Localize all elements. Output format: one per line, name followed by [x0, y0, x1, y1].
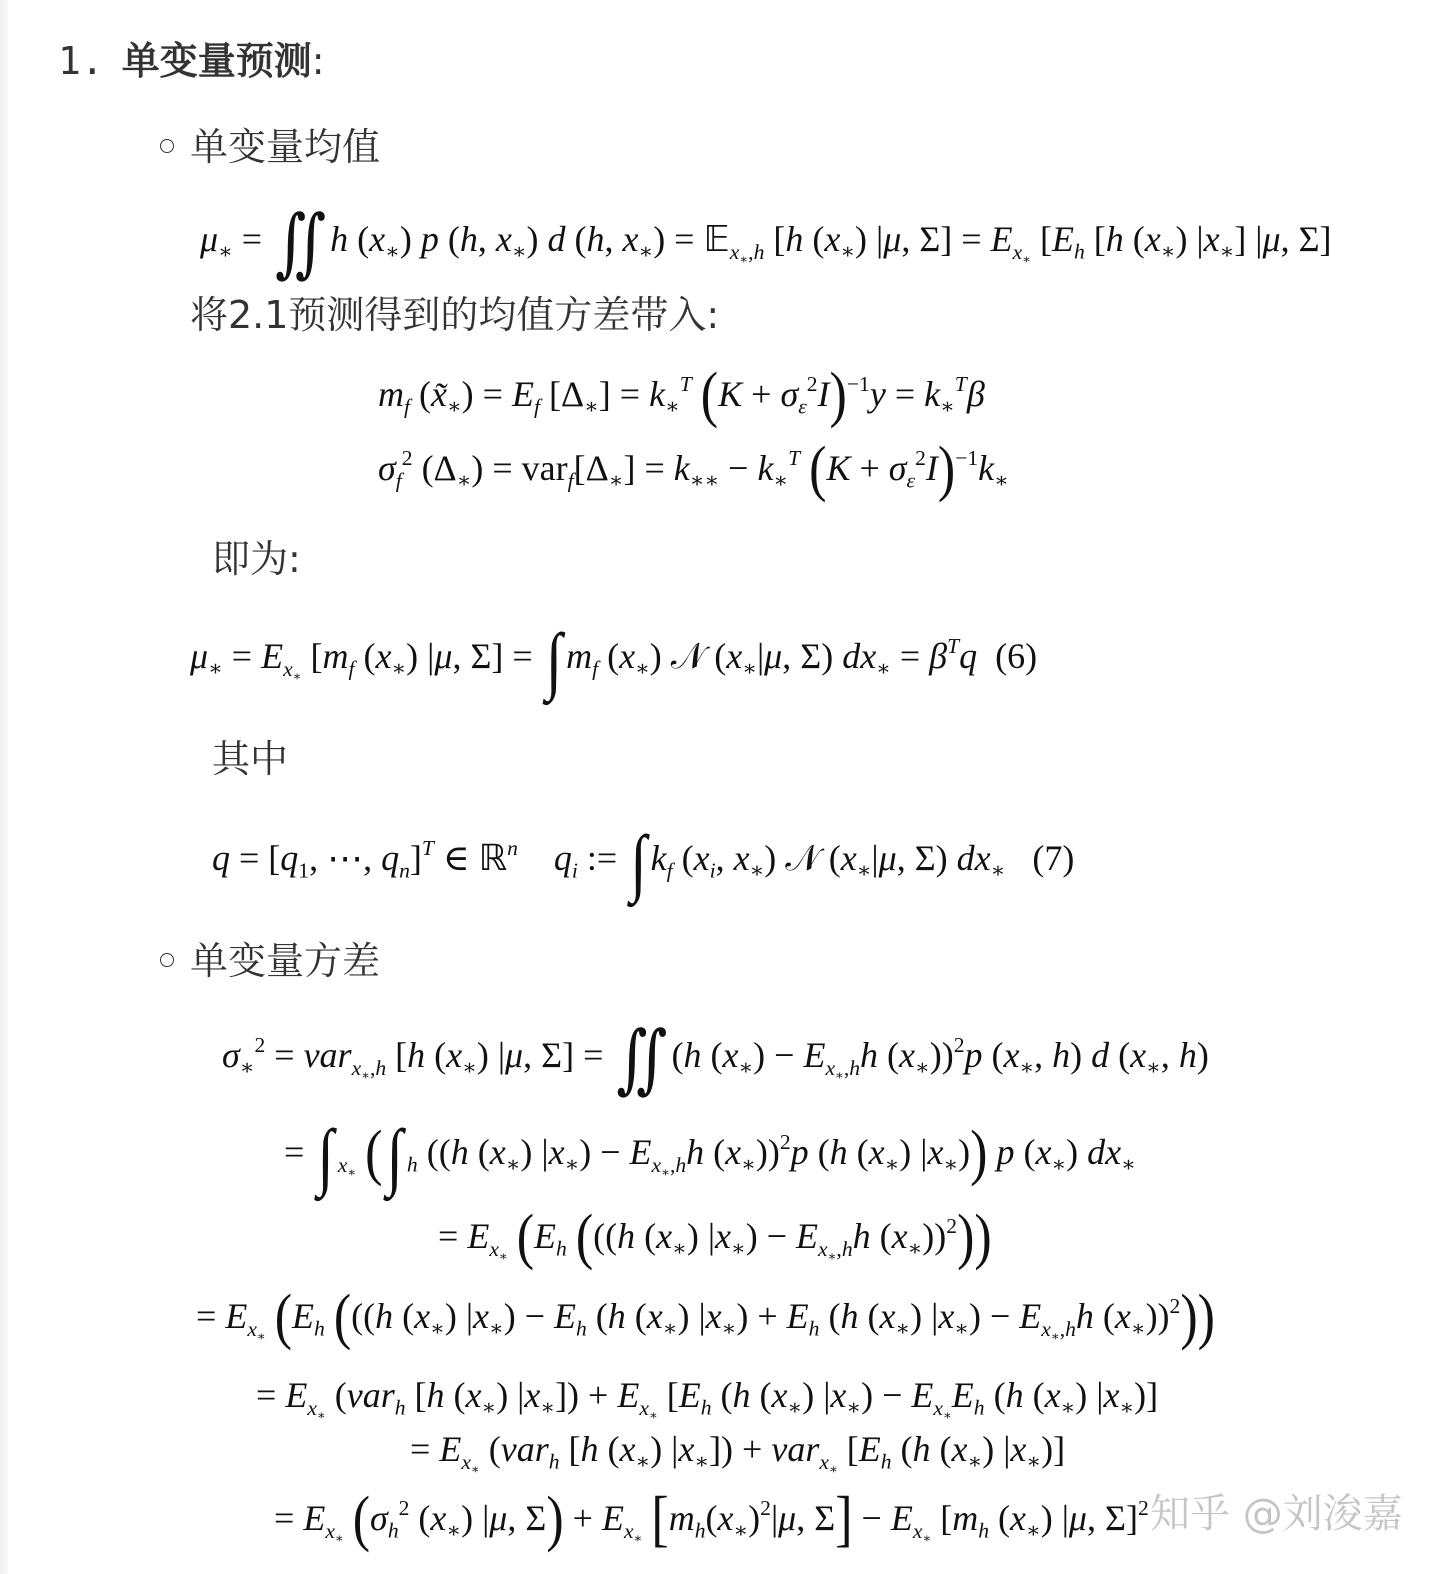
variance-line-7: = $E_{x_∗}$ ($\sigma_h^2$ $(x_∗)$ |μ, $\Sigma) + E_{x_∗}$ [$m_h(x_∗)^2|\mu$, $\Sigma] - E_{x_∗}$ [$m_h$ $(x_∗)$ |μ, Σ]$^2$ [274, 1485, 1149, 1554]
paragraph-where: 其中 [212, 737, 289, 781]
paragraph-that-is: 即为: [212, 537, 301, 581]
section-title: 单变量预测 [121, 39, 312, 83]
variance-line-1: $\sigma_∗^2 = var_{x_∗,h}$ [h $(x_∗)$ |μ, Σ] = ∬ (h $(x_∗) - E_{x_∗,h}h$ $(x_∗))^2p$ ($x_∗$, h) d ($x_∗$, h) [222, 1017, 1209, 1101]
variance-line-4: = $E_{x_∗}$ ($E_h$ (((h $(x_∗) |x_∗) - E_h$ (h $(x_∗) |x_∗) + E_h$ (h $(x_∗) |x_∗) - E_{x_∗,h}h$ $(x_∗))^2$)) [196, 1283, 1215, 1352]
section-colon: : [311, 39, 325, 83]
equation-6: $\mu_∗ = E_{x_∗}$ [$m_f$ $(x_∗)$ |μ, Σ] = ∫ $m_f$ $(x_∗)$ 𝒩 ($x_∗|\mu$, Σ) $dx_∗ = \beta^Tq$ (6) [190, 618, 1038, 702]
hollow-bullet-icon [160, 139, 174, 153]
variance-line-6: = $E_{x_∗}$ (var$_h$ [h $(x_∗) |x_∗]) + var_{x_∗}$ [$E_h$ (h $(x_∗)$ $|x_∗$)] [410, 1429, 1066, 1477]
watermark: 知乎 @刘浚嘉 [1150, 1491, 1403, 1537]
left-page-edge [0, 0, 8, 1574]
variance-line-3: = $E_{x_∗}$ ($E_h$ (((h $(x_∗) |x_∗) - E_{x_∗,h}h$ $(x_∗))^2$)) [438, 1203, 992, 1272]
equation-mean-definition: $\mu_∗$ = ∬ h $(x_∗)$ p (h, $x_∗$) d (h, $x_∗$) = 𝔼$_{x_∗,h}$ [h $(x_∗)$ |μ, $\Sigma] = E_{x_∗}$ [$E_h$ [h $(x_∗)$ $|x_∗$] |μ, Σ] [200, 201, 1332, 285]
subsection-mean [160, 116, 380, 171]
section-heading [58, 30, 325, 85]
variance-line-2: = ∫ $_{x_∗}$ (∫ $_h$ ((h $(x_∗) |x_∗) - E_{x_∗,h}h$ $(x_∗))^2p$ (h $(x_∗)$ $|x_∗$)) p $(x_∗)$ $dx_∗$ [284, 1114, 1136, 1198]
equation-gp-mean: $m_f$ $(x̃_∗) = E_f$ $[\Delta_∗] = k_∗^T$ $(K + \sigma_\varepsilon^2I)^{-1}y = k_∗^T\beta$ [378, 361, 985, 430]
section-number: 1. [58, 39, 104, 83]
subsection-variance [160, 930, 380, 985]
subsection-mean-label: 单变量均值 [190, 125, 381, 169]
equation-6-tag: (6) [995, 636, 1038, 676]
equation-gp-variance: $\sigma_f^2$ $(\Delta_∗) = var_f[\Delta_∗] = k_{∗∗} - k_∗^T$ $(K + \sigma_\varepsilon^2I)^{-1}k_∗$ [378, 435, 1009, 504]
equation-7: $q = [q_1$, ⋯, $q_n]^T$ ∈ ℝ$^n$ $q_i$ := ∫ $k_f$ ($x_i$, $x_∗$) 𝒩 ($x_∗|\mu$, Σ) $dx_∗$ (7) [212, 820, 1075, 904]
hollow-bullet-icon [160, 953, 174, 967]
paragraph-substitute: 将2.1预测得到的均值方差带入: [190, 293, 720, 337]
equation-7-tag: (7) [1032, 838, 1075, 878]
variance-line-5: = $E_{x_∗}$ (var$_h$ [h $(x_∗) |x_∗]) + E_{x_∗}$ [$E_h$ (h $(x_∗) |x_∗) - E_{x_∗}E_h$ (h $(x_∗)$ $|x_∗$)] [256, 1375, 1159, 1423]
subsection-variance-label: 单变量方差 [190, 939, 381, 983]
